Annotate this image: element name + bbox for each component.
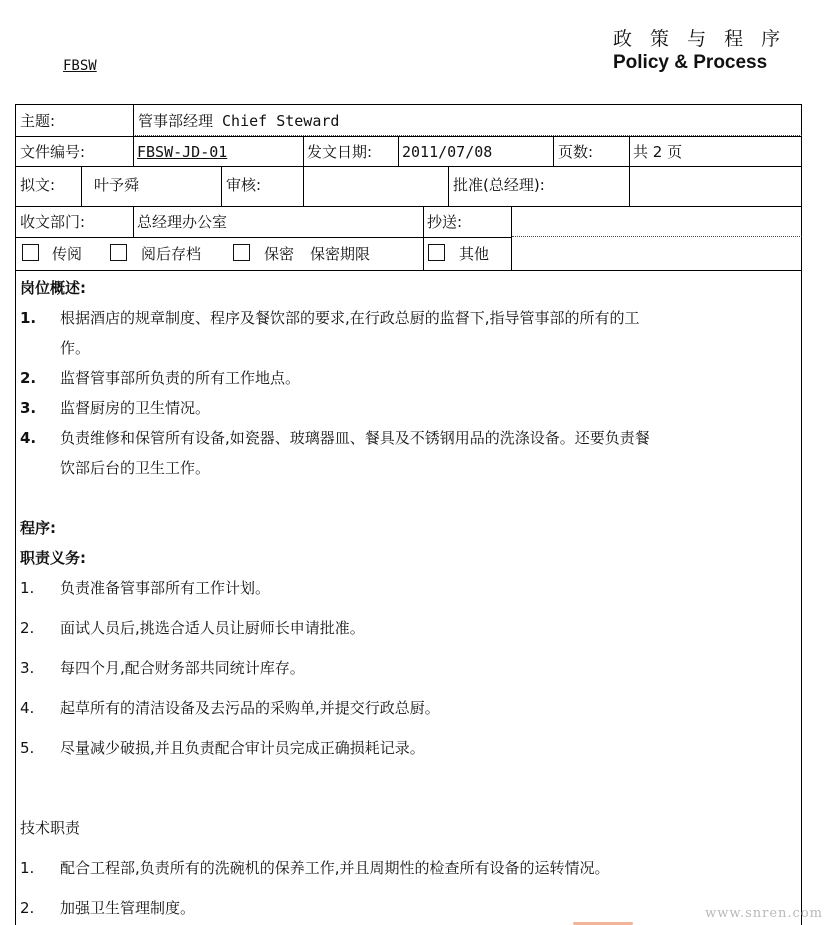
- doc-code: FBSW: [63, 58, 97, 74]
- row-divider: [512, 236, 802, 237]
- drafter-value: 叶予舜: [94, 176, 140, 194]
- duty-item-2-text: 面试人员后,挑选合适人员让厨师长申请批准。: [60, 619, 365, 637]
- other-checkbox[interactable]: [428, 244, 445, 261]
- circulate-checkbox[interactable]: [22, 244, 39, 261]
- overview-item-4-line1: 负责维修和保管所有设备,如瓷器、玻璃器皿、餐具及不锈钢用品的洗涤设备。还要负责餐: [60, 429, 650, 447]
- confidential-period-label: 保密期限: [310, 245, 371, 263]
- confidential-label: 保密: [264, 245, 295, 263]
- col-divider: [423, 206, 424, 270]
- pages-label: 页数:: [558, 143, 594, 161]
- approve-label: 批准(总经理):: [453, 176, 545, 194]
- recipient-value: 总经理办公室: [137, 213, 228, 231]
- overview-item-1-line2: 作。: [60, 339, 91, 357]
- duty-item-5-number: 5.: [20, 739, 35, 757]
- overview-item-2-number: 2.: [20, 369, 37, 387]
- circulate-label: 传阅: [52, 245, 83, 263]
- overview-item-3-number: 3.: [20, 399, 37, 417]
- col-divider: [398, 136, 399, 166]
- col-divider: [553, 136, 554, 166]
- col-divider: [133, 104, 134, 166]
- col-divider: [629, 136, 630, 206]
- drafter-label: 拟文:: [20, 176, 56, 194]
- overview-item-4-number: 4.: [20, 429, 37, 447]
- duties-title: 职责义务:: [20, 549, 86, 567]
- procedure-title: 程序:: [20, 519, 56, 537]
- tech-item-2-number: 2.: [20, 899, 35, 917]
- cc-label: 抄送:: [427, 213, 463, 231]
- col-divider: [221, 166, 222, 206]
- col-divider: [511, 206, 512, 270]
- subject-label: 主题:: [20, 112, 56, 130]
- duty-item-5-text: 尽量减少破损,并且负责配合审计员完成正确损耗记录。: [60, 739, 425, 757]
- duty-item-1-number: 1.: [20, 579, 35, 597]
- issue-date-value: 2011/07/08: [402, 143, 493, 161]
- other-label: 其他: [459, 245, 490, 263]
- overview-item-1-number: 1.: [20, 309, 37, 327]
- doc-number-label: 文件编号:: [20, 143, 86, 161]
- overview-item-1-line1: 根据酒店的规章制度、程序及餐饮部的要求,在行政总厨的监督下,指导管事部的所有的工: [60, 309, 640, 327]
- tech-item-1-number: 1.: [20, 859, 35, 877]
- row-divider: [15, 166, 802, 167]
- col-divider: [81, 166, 82, 206]
- recipient-label: 收文部门:: [20, 213, 86, 231]
- col-divider: [303, 136, 304, 206]
- duty-item-2-number: 2.: [20, 619, 35, 637]
- confidential-checkbox[interactable]: [233, 244, 250, 261]
- watermark: www.snren.com: [705, 906, 823, 921]
- title-english: Policy & Process: [613, 52, 768, 73]
- duty-item-4-number: 4.: [20, 699, 35, 717]
- subject-value: 管事部经理 Chief Steward: [138, 112, 340, 130]
- issue-date-label: 发文日期:: [307, 143, 373, 161]
- duty-item-3-text: 每四个月,配合财务部共同统计库存。: [60, 659, 305, 677]
- overview-item-3-text: 监督厨房的卫生情况。: [60, 399, 211, 417]
- col-divider: [448, 166, 449, 206]
- archive-label: 阅后存档: [141, 245, 202, 263]
- overview-title: 岗位概述:: [20, 279, 86, 297]
- duty-item-3-number: 3.: [20, 659, 35, 677]
- duty-item-1-text: 负责准备管事部所有工作计划。: [60, 579, 271, 597]
- archive-checkbox[interactable]: [110, 244, 127, 261]
- tech-item-1-text: 配合工程部,负责所有的洗碗机的保养工作,并且周期性的检查所有设备的运转情况。: [60, 859, 610, 877]
- doc-number-value: FBSW-JD-01: [137, 143, 228, 161]
- review-label: 审核:: [226, 176, 262, 194]
- pages-value: 共 2 页: [633, 143, 683, 161]
- overview-item-2-text: 监督管事部所负责的所有工作地点。: [60, 369, 301, 387]
- duty-item-4-text: 起草所有的清洁设备及去污品的采购单,并提交行政总厨。: [60, 699, 440, 717]
- row-divider: [15, 270, 802, 271]
- tech-item-2-text: 加强卫生管理制度。: [60, 899, 196, 917]
- row-divider: [15, 237, 512, 238]
- tech-title: 技术职责: [20, 819, 81, 837]
- title-chinese: 政 策 与 程 序: [613, 28, 787, 50]
- col-divider: [133, 206, 134, 237]
- overview-item-4-line2: 饮部后台的卫生工作。: [60, 459, 211, 477]
